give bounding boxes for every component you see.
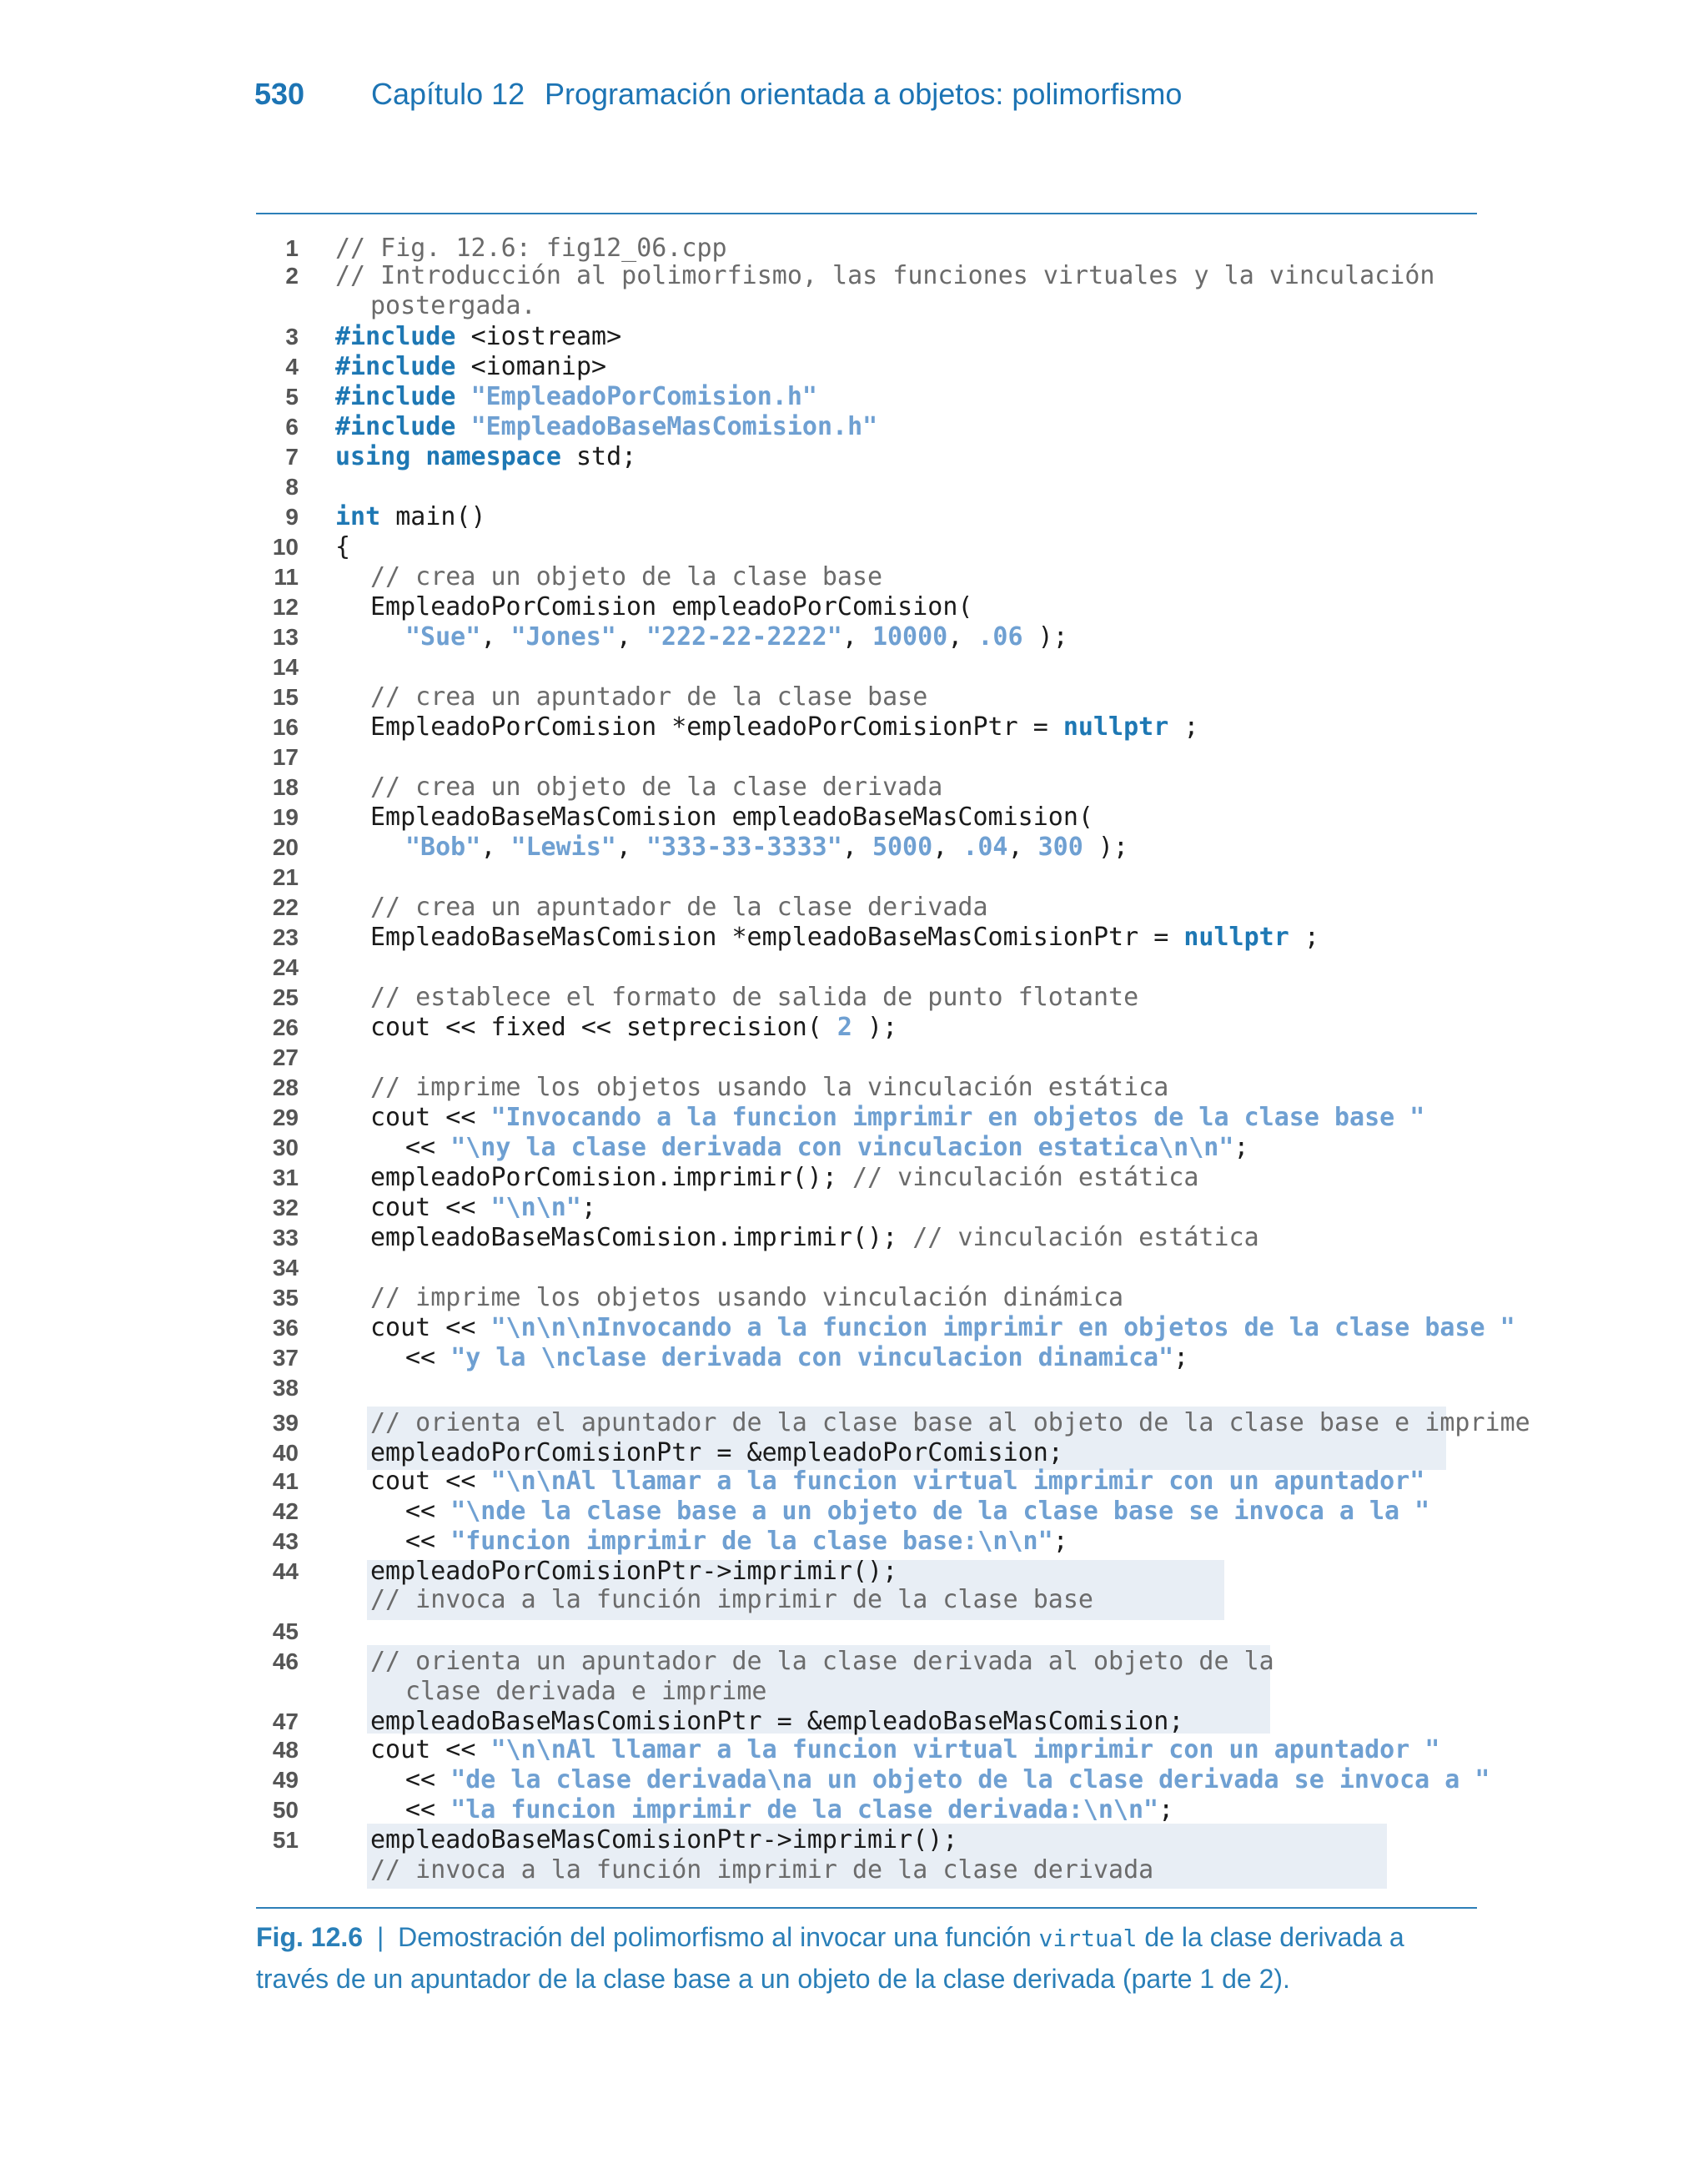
code-token: std; xyxy=(576,442,637,471)
code-line xyxy=(0,1497,1708,1527)
code-line xyxy=(0,1163,1708,1193)
line-number: 1 xyxy=(285,235,299,261)
line-number: 26 xyxy=(272,1014,299,1040)
line-number: 22 xyxy=(272,894,299,920)
code-text xyxy=(405,1527,1068,1557)
code-text xyxy=(405,1677,766,1707)
line-number: 5 xyxy=(285,384,299,410)
code-line xyxy=(0,1467,1708,1497)
line-number: 23 xyxy=(272,924,299,950)
code-text xyxy=(370,1825,957,1855)
code-keyword: #include xyxy=(335,412,456,441)
code-literal: "Bob" xyxy=(405,833,481,862)
line-number: 33 xyxy=(272,1225,299,1251)
code-token: empleadoBaseMasComisionPtr->imprimir(); xyxy=(370,1825,958,1854)
code-text xyxy=(370,1313,1515,1343)
code-line xyxy=(0,833,1708,863)
code-text xyxy=(370,1557,897,1587)
code-comment: // invoca a la función imprimir de la clase derivada xyxy=(370,1855,1154,1885)
code-literal: "\n\nAl llamar a la funcion virtual imprimir con un apuntador" xyxy=(490,1467,1425,1496)
code-keyword: nullptr xyxy=(1183,923,1289,952)
code-line xyxy=(0,261,1708,291)
code-token: << xyxy=(405,1343,451,1372)
code-comment: clase derivada e imprime xyxy=(405,1677,767,1706)
code-token: ); xyxy=(1083,833,1128,862)
code-text xyxy=(405,1133,1248,1163)
code-text xyxy=(335,261,1435,291)
code-literal: "\n\nAl llamar a la funcion virtual imprimir con un apuntador " xyxy=(490,1735,1440,1764)
line-number: 16 xyxy=(272,714,299,740)
code-token: { xyxy=(335,532,351,561)
code-text xyxy=(370,1013,897,1043)
code-token: ; xyxy=(1233,1133,1249,1162)
code-line xyxy=(0,322,1708,352)
code-line xyxy=(0,1013,1708,1043)
code-literal: "y la \nclase derivada con vinculacion dinamica" xyxy=(450,1343,1174,1372)
code-token: ; xyxy=(1173,1343,1189,1372)
code-literal: "Jones" xyxy=(510,622,616,652)
line-number: 46 xyxy=(272,1648,299,1674)
code-token: cout << xyxy=(370,1193,491,1222)
line-number: 17 xyxy=(272,744,299,770)
code-line xyxy=(0,953,1708,983)
line-number: 45 xyxy=(272,1618,299,1644)
code-text xyxy=(405,1343,1188,1373)
code-literal: "Lewis" xyxy=(510,833,616,862)
code-text xyxy=(370,1103,1424,1133)
code-keyword: #include xyxy=(335,352,456,381)
code-text xyxy=(370,1193,596,1223)
code-comment: // vinculación estática xyxy=(851,1163,1199,1192)
code-keyword: #include xyxy=(335,382,456,411)
line-number: 28 xyxy=(272,1074,299,1100)
code-literal: "EmpleadoPorComision.h" xyxy=(470,382,817,411)
code-line xyxy=(0,1765,1708,1795)
code-text xyxy=(370,1408,1530,1438)
code-text xyxy=(335,412,877,442)
code-token: empleadoPorComision.imprimir(); xyxy=(370,1163,852,1192)
line-number: 3 xyxy=(285,324,299,350)
code-line xyxy=(0,1043,1708,1073)
caption-keyword: virtual xyxy=(1038,1925,1138,1952)
code-literal: "funcion imprimir de la clase base:\n\n" xyxy=(450,1527,1053,1556)
code-keyword: nullptr xyxy=(1062,712,1169,742)
code-line xyxy=(0,1647,1708,1677)
line-number: 32 xyxy=(272,1195,299,1220)
code-token: , xyxy=(480,833,511,862)
bottom-rule xyxy=(256,1907,1477,1909)
line-number: 15 xyxy=(272,684,299,710)
line-number: 51 xyxy=(272,1827,299,1853)
code-text xyxy=(370,1163,1198,1193)
line-number: 18 xyxy=(272,774,299,800)
code-literal: 5000 xyxy=(872,833,933,862)
code-line xyxy=(0,863,1708,893)
code-token: , xyxy=(841,833,872,862)
code-line xyxy=(0,1557,1708,1587)
line-number: 4 xyxy=(285,354,299,380)
line-number: 11 xyxy=(274,564,299,590)
line-number: 9 xyxy=(285,504,299,530)
code-text xyxy=(405,1497,1429,1527)
code-token: << xyxy=(405,1765,451,1794)
code-literal: 10000 xyxy=(872,622,948,652)
code-text xyxy=(370,1707,1183,1737)
code-line xyxy=(0,1373,1708,1403)
code-literal: "EmpleadoBaseMasComision.h" xyxy=(470,412,878,441)
code-line xyxy=(0,622,1708,652)
code-text xyxy=(370,1223,1259,1253)
code-text xyxy=(370,592,972,622)
caption-text-continued: de la clase derivada a través de un apuntador de la clase base a un objeto de la clase derivada (parte 1 de 2). xyxy=(256,1922,1404,1994)
code-token: , xyxy=(947,622,978,652)
code-token: <iomanip> xyxy=(470,352,607,381)
line-number: 24 xyxy=(272,954,299,980)
code-line xyxy=(0,772,1708,803)
code-token: << xyxy=(405,1527,451,1556)
line-number: 35 xyxy=(272,1285,299,1311)
code-line xyxy=(0,923,1708,953)
code-line xyxy=(0,652,1708,682)
code-token: <iostream> xyxy=(470,322,622,351)
code-text xyxy=(370,1073,1168,1103)
code-token: ; xyxy=(1158,1795,1174,1824)
line-number: 40 xyxy=(272,1440,299,1466)
code-line xyxy=(0,562,1708,592)
top-rule xyxy=(256,213,1477,214)
code-token: << xyxy=(405,1133,451,1162)
line-number: 25 xyxy=(272,984,299,1010)
code-text xyxy=(335,532,350,562)
code-comment: // orienta un apuntador de la clase derivada al objeto de la xyxy=(370,1647,1274,1676)
code-token: EmpleadoPorComision empleadoPorComision( xyxy=(370,592,973,621)
line-number: 10 xyxy=(272,534,299,560)
code-comment: // establece el formato de salida de punto flotante xyxy=(370,983,1139,1012)
line-number: 31 xyxy=(272,1165,299,1190)
caption-separator: | xyxy=(376,1922,384,1952)
code-token: ; xyxy=(580,1193,596,1222)
code-text xyxy=(335,322,621,352)
line-number: 50 xyxy=(272,1797,299,1823)
code-line xyxy=(0,532,1708,562)
code-line xyxy=(0,803,1708,833)
code-comment: // crea un apuntador de la clase derivada xyxy=(370,893,988,922)
line-number: 39 xyxy=(272,1410,299,1436)
code-comment: // invoca a la función imprimir de la clase base xyxy=(370,1585,1093,1614)
code-keyword: using namespace xyxy=(335,442,561,471)
code-literal: "222-22-2222" xyxy=(646,622,842,652)
code-token: main() xyxy=(395,502,486,531)
code-line xyxy=(0,592,1708,622)
code-line xyxy=(0,234,1708,264)
code-line xyxy=(0,502,1708,532)
code-token: empleadoBaseMasComisionPtr = &empleadoBaseMasComision; xyxy=(370,1707,1184,1736)
line-number: 27 xyxy=(272,1044,299,1070)
line-number: 8 xyxy=(285,474,299,500)
code-text xyxy=(405,622,1068,652)
code-line xyxy=(0,1223,1708,1253)
code-literal: "\n\n" xyxy=(490,1193,581,1222)
code-literal: 300 xyxy=(1037,833,1083,862)
code-token: empleadoPorComisionPtr->imprimir(); xyxy=(370,1557,898,1586)
code-line xyxy=(0,1825,1708,1855)
code-literal: .06 xyxy=(977,622,1023,652)
code-literal: "Invocando a la funcion imprimir en objetos de la clase base " xyxy=(490,1103,1425,1132)
code-listing xyxy=(0,234,1708,1885)
code-literal: "\ny la clase derivada con vinculacion estatica\n\n" xyxy=(450,1133,1234,1162)
code-text xyxy=(370,893,988,923)
code-line xyxy=(0,382,1708,412)
code-line xyxy=(0,1438,1708,1468)
code-comment: // orienta el apuntador de la clase base al objeto de la clase base e imprime xyxy=(370,1408,1530,1437)
code-line xyxy=(0,412,1708,442)
code-text xyxy=(335,234,727,264)
caption-label: Fig. 12.6 xyxy=(256,1922,364,1952)
code-token: EmpleadoPorComision *empleadoPorComisionPtr = xyxy=(370,712,1063,742)
code-token: ); xyxy=(851,1013,898,1042)
line-number: 21 xyxy=(272,864,299,890)
code-comment: // crea un objeto de la clase derivada xyxy=(370,772,943,802)
code-text xyxy=(335,502,486,532)
code-token: , xyxy=(1007,833,1038,862)
page-number: 530 xyxy=(254,77,305,111)
code-literal: 2 xyxy=(836,1013,852,1042)
code-line xyxy=(0,1253,1708,1283)
code-line xyxy=(0,1343,1708,1373)
code-line xyxy=(0,983,1708,1013)
code-line xyxy=(0,352,1708,382)
code-token: ; xyxy=(1304,923,1319,952)
code-line xyxy=(0,1617,1708,1647)
code-literal: "de la clase derivada\na un objeto de la clase derivada se invoca a " xyxy=(450,1765,1490,1794)
code-literal: "\nde la clase base a un objeto de la clase base se invoca a la " xyxy=(450,1497,1430,1526)
line-number: 38 xyxy=(272,1375,299,1401)
line-number: 13 xyxy=(272,624,299,650)
line-number: 12 xyxy=(272,594,299,620)
code-comment: // imprime los objetos usando vinculación dinámica xyxy=(370,1283,1124,1312)
code-text xyxy=(370,291,536,321)
code-line xyxy=(0,742,1708,772)
code-literal: "la funcion imprimir de la clase derivada:\n\n" xyxy=(450,1795,1159,1824)
code-token: cout << xyxy=(370,1313,491,1342)
code-comment: // vinculación estática xyxy=(912,1223,1259,1252)
code-literal: "\n\n\nInvocando a la funcion imprimir en objetos de la clase base " xyxy=(490,1313,1515,1342)
code-comment: // Fig. 12.6: fig12_06.cpp xyxy=(335,234,727,263)
code-token: EmpleadoBaseMasComision empleadoBaseMasComision( xyxy=(370,803,1093,832)
code-line xyxy=(0,1735,1708,1765)
code-text xyxy=(370,1855,1153,1885)
code-text xyxy=(370,772,942,803)
code-line xyxy=(0,1408,1708,1438)
code-text xyxy=(370,1467,1424,1497)
code-line xyxy=(0,1707,1708,1737)
code-text xyxy=(370,682,927,712)
code-token: , xyxy=(615,622,646,652)
code-line xyxy=(0,1585,1708,1615)
chapter-title: Programación orientada a objetos: polimorfismo xyxy=(545,77,1183,111)
code-text xyxy=(370,1647,1274,1677)
code-token: , xyxy=(615,833,646,862)
code-token: ); xyxy=(1022,622,1068,652)
line-number: 44 xyxy=(272,1558,299,1584)
code-text xyxy=(370,1585,1093,1615)
code-line xyxy=(0,1527,1708,1557)
code-text xyxy=(370,1283,1123,1313)
code-line xyxy=(0,1133,1708,1163)
line-number: 19 xyxy=(272,804,299,830)
caption-text: Demostración del polimorfismo al invocar una función xyxy=(398,1922,1032,1952)
code-text xyxy=(370,1735,1439,1765)
line-number: 49 xyxy=(272,1767,299,1793)
code-text xyxy=(335,382,817,412)
line-number: 20 xyxy=(272,834,299,860)
code-comment: // crea un objeto de la clase base xyxy=(370,562,883,591)
code-text xyxy=(370,923,1319,953)
code-token: cout << xyxy=(370,1103,491,1132)
code-text xyxy=(335,352,606,382)
code-comment: // Introducción al polimorfismo, las funciones virtuales y la vinculación xyxy=(335,261,1435,290)
code-line xyxy=(0,1677,1708,1707)
code-line xyxy=(0,442,1708,472)
code-line xyxy=(0,682,1708,712)
code-literal: "Sue" xyxy=(405,622,481,652)
code-token: cout << xyxy=(370,1467,491,1496)
code-line xyxy=(0,1193,1708,1223)
code-token: empleadoBaseMasComision.imprimir(); xyxy=(370,1223,913,1252)
line-number: 37 xyxy=(272,1345,299,1371)
code-line xyxy=(0,893,1708,923)
code-line xyxy=(0,1795,1708,1825)
code-line xyxy=(0,1073,1708,1103)
line-number: 7 xyxy=(285,444,299,470)
figure-caption xyxy=(256,1917,1474,1999)
code-token: , xyxy=(841,622,872,652)
code-text xyxy=(405,1765,1489,1795)
code-comment: // imprime los objetos usando la vinculación estática xyxy=(370,1073,1169,1102)
code-keyword: #include xyxy=(335,322,456,351)
code-text xyxy=(370,1438,1063,1468)
line-number: 30 xyxy=(272,1135,299,1160)
chapter-label: Capítulo 12 xyxy=(371,77,525,111)
line-number: 42 xyxy=(272,1498,299,1524)
line-number: 6 xyxy=(285,414,299,440)
code-literal: .04 xyxy=(962,833,1008,862)
code-token: , xyxy=(932,833,963,862)
line-number: 47 xyxy=(272,1708,299,1734)
line-number: 36 xyxy=(272,1315,299,1341)
code-comment: postergada. xyxy=(370,291,536,320)
line-number: 14 xyxy=(272,654,299,680)
code-line xyxy=(0,712,1708,742)
code-line xyxy=(0,472,1708,502)
code-text xyxy=(370,803,1093,833)
code-token: cout << xyxy=(370,1735,491,1764)
code-literal: "333-33-3333" xyxy=(646,833,842,862)
code-token: ; xyxy=(1183,712,1199,742)
line-number: 2 xyxy=(285,263,299,289)
line-number: 41 xyxy=(272,1468,299,1494)
code-token: , xyxy=(480,622,511,652)
code-token: empleadoPorComisionPtr = &empleadoPorComision; xyxy=(370,1438,1063,1467)
code-line xyxy=(0,1103,1708,1133)
line-number: 43 xyxy=(272,1528,299,1554)
line-number: 34 xyxy=(272,1255,299,1281)
line-number: 29 xyxy=(272,1105,299,1130)
code-text xyxy=(370,712,1198,742)
code-line xyxy=(0,1283,1708,1313)
line-number: 48 xyxy=(272,1737,299,1763)
code-line xyxy=(0,291,1708,321)
code-text xyxy=(405,833,1128,863)
code-token: << xyxy=(405,1795,451,1824)
code-text xyxy=(335,442,636,472)
code-token: << xyxy=(405,1497,451,1526)
code-token: EmpleadoBaseMasComision *empleadoBaseMasComisionPtr = xyxy=(370,923,1184,952)
code-line xyxy=(0,1313,1708,1343)
code-comment: // crea un apuntador de la clase base xyxy=(370,682,928,712)
code-text xyxy=(370,983,1138,1013)
code-keyword: int xyxy=(335,502,381,531)
code-token: ; xyxy=(1052,1527,1068,1556)
code-text xyxy=(370,562,882,592)
code-text xyxy=(405,1795,1173,1825)
code-line xyxy=(0,1855,1708,1885)
code-token: cout << fixed << setprecision( xyxy=(370,1013,837,1042)
